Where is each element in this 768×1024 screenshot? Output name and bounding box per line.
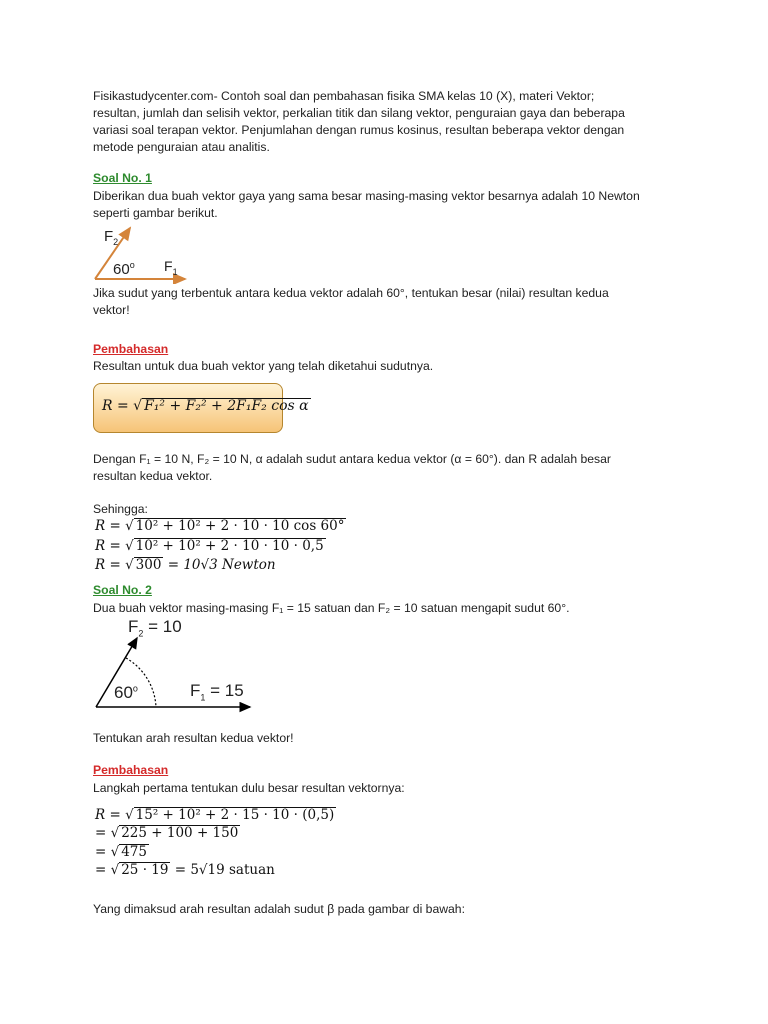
pembahasan-1-heading: Pembahasan <box>93 342 169 356</box>
soal-2-heading: Soal No. 2 <box>93 583 152 597</box>
soal-1-heading: Soal No. 1 <box>93 171 152 185</box>
soal-1-angle-label: 60$^o$ <box>113 260 135 278</box>
intro-line-1: Fisikastudycenter.com- Contoh soal dan pembahasan fisika SMA kelas 10 (X), materi Vektor; <box>93 89 595 103</box>
intro-line-4: metode penguraian atau analitis. <box>93 140 270 154</box>
step-2-2: = √ 225 + 100 + 150 <box>95 825 239 841</box>
soal-1-question-2: vektor! <box>93 303 130 317</box>
soal-2-question: Tentukan arah resultan kedua vektor! <box>93 731 294 745</box>
soal-1-f1-label: $F_1$ <box>164 258 178 277</box>
resultant-formula-box <box>93 383 309 433</box>
pembahasan-2-intro: Langkah pertama tentukan dulu besar resultan vektornya: <box>93 781 405 795</box>
intro-line-3: variasi soal terapan vektor. Penjumlahan dengan rumus kosinus, resultan beberapa vektor dengan <box>93 123 625 137</box>
step-2-1: R = √ 15² + 10² + 2 · 15 · 10 · (0,5) <box>95 807 335 823</box>
pembahasan-1-given-2: resultan kedua vektor. <box>93 469 213 483</box>
step-1-3: R = √ 300 = 10√3 Newton <box>95 557 276 573</box>
soal-1-f2-label: $F_2$ <box>104 228 119 247</box>
soal-2-angle-label: 60$^o$ <box>114 683 138 702</box>
step-2-3: = √ 475 <box>95 844 147 860</box>
soal-1-question-1: Jika sudut yang terbentuk antara kedua vektor adalah 60°, tentukan besar (nilai) resultan kedua <box>93 286 609 300</box>
pembahasan-2-heading: Pembahasan <box>93 763 169 777</box>
step-1-2: R = √ 10² + 10² + 2 · 10 · 10 · 0,5 <box>95 538 324 554</box>
soal-2-f2-label: $F_2 = 10$ <box>128 617 182 639</box>
intro-line-2: resultan, jumlah dan selisih vektor, perkalian titik dan silang vektor, penguraian gaya dan beberapa <box>93 106 625 120</box>
soal-2-f1-label: $F_1 = 15$ <box>190 681 244 703</box>
pembahasan-1-intro: Resultan untuk dua buah vektor yang telah diketahui sudutnya. <box>93 359 434 373</box>
sehingga-label: Sehingga: <box>93 502 148 516</box>
soal-1-text-1: Diberikan dua buah vektor gaya yang sama besar masing-masing vektor besarnya adalah 10 Newton <box>93 189 640 203</box>
resultant-formula: R = √ F₁² + F₂² + 2F₁F₂ cos α <box>102 398 309 414</box>
soal-1-text-2: seperti gambar berikut. <box>93 206 218 220</box>
pembahasan-1-given-1: Dengan F₁ = 10 N, F₂ = 10 N, α adalah sudut antara kedua vektor (α = 60°). dan R adalah besar <box>93 452 611 466</box>
step-2-4: = √ 25 · 19 = 5√19 satuan <box>95 862 275 878</box>
pembahasan-2-closing: Yang dimaksud arah resultan adalah sudut β pada gambar di bawah: <box>93 902 465 916</box>
soal-2-text: Dua buah vektor masing-masing F₁ = 15 satuan dan F₂ = 10 satuan mengapit sudut 60°. <box>93 601 570 615</box>
step-1-1: R = √ 10² + 10² + 2 · 10 · 10 cos 60° <box>95 518 345 534</box>
